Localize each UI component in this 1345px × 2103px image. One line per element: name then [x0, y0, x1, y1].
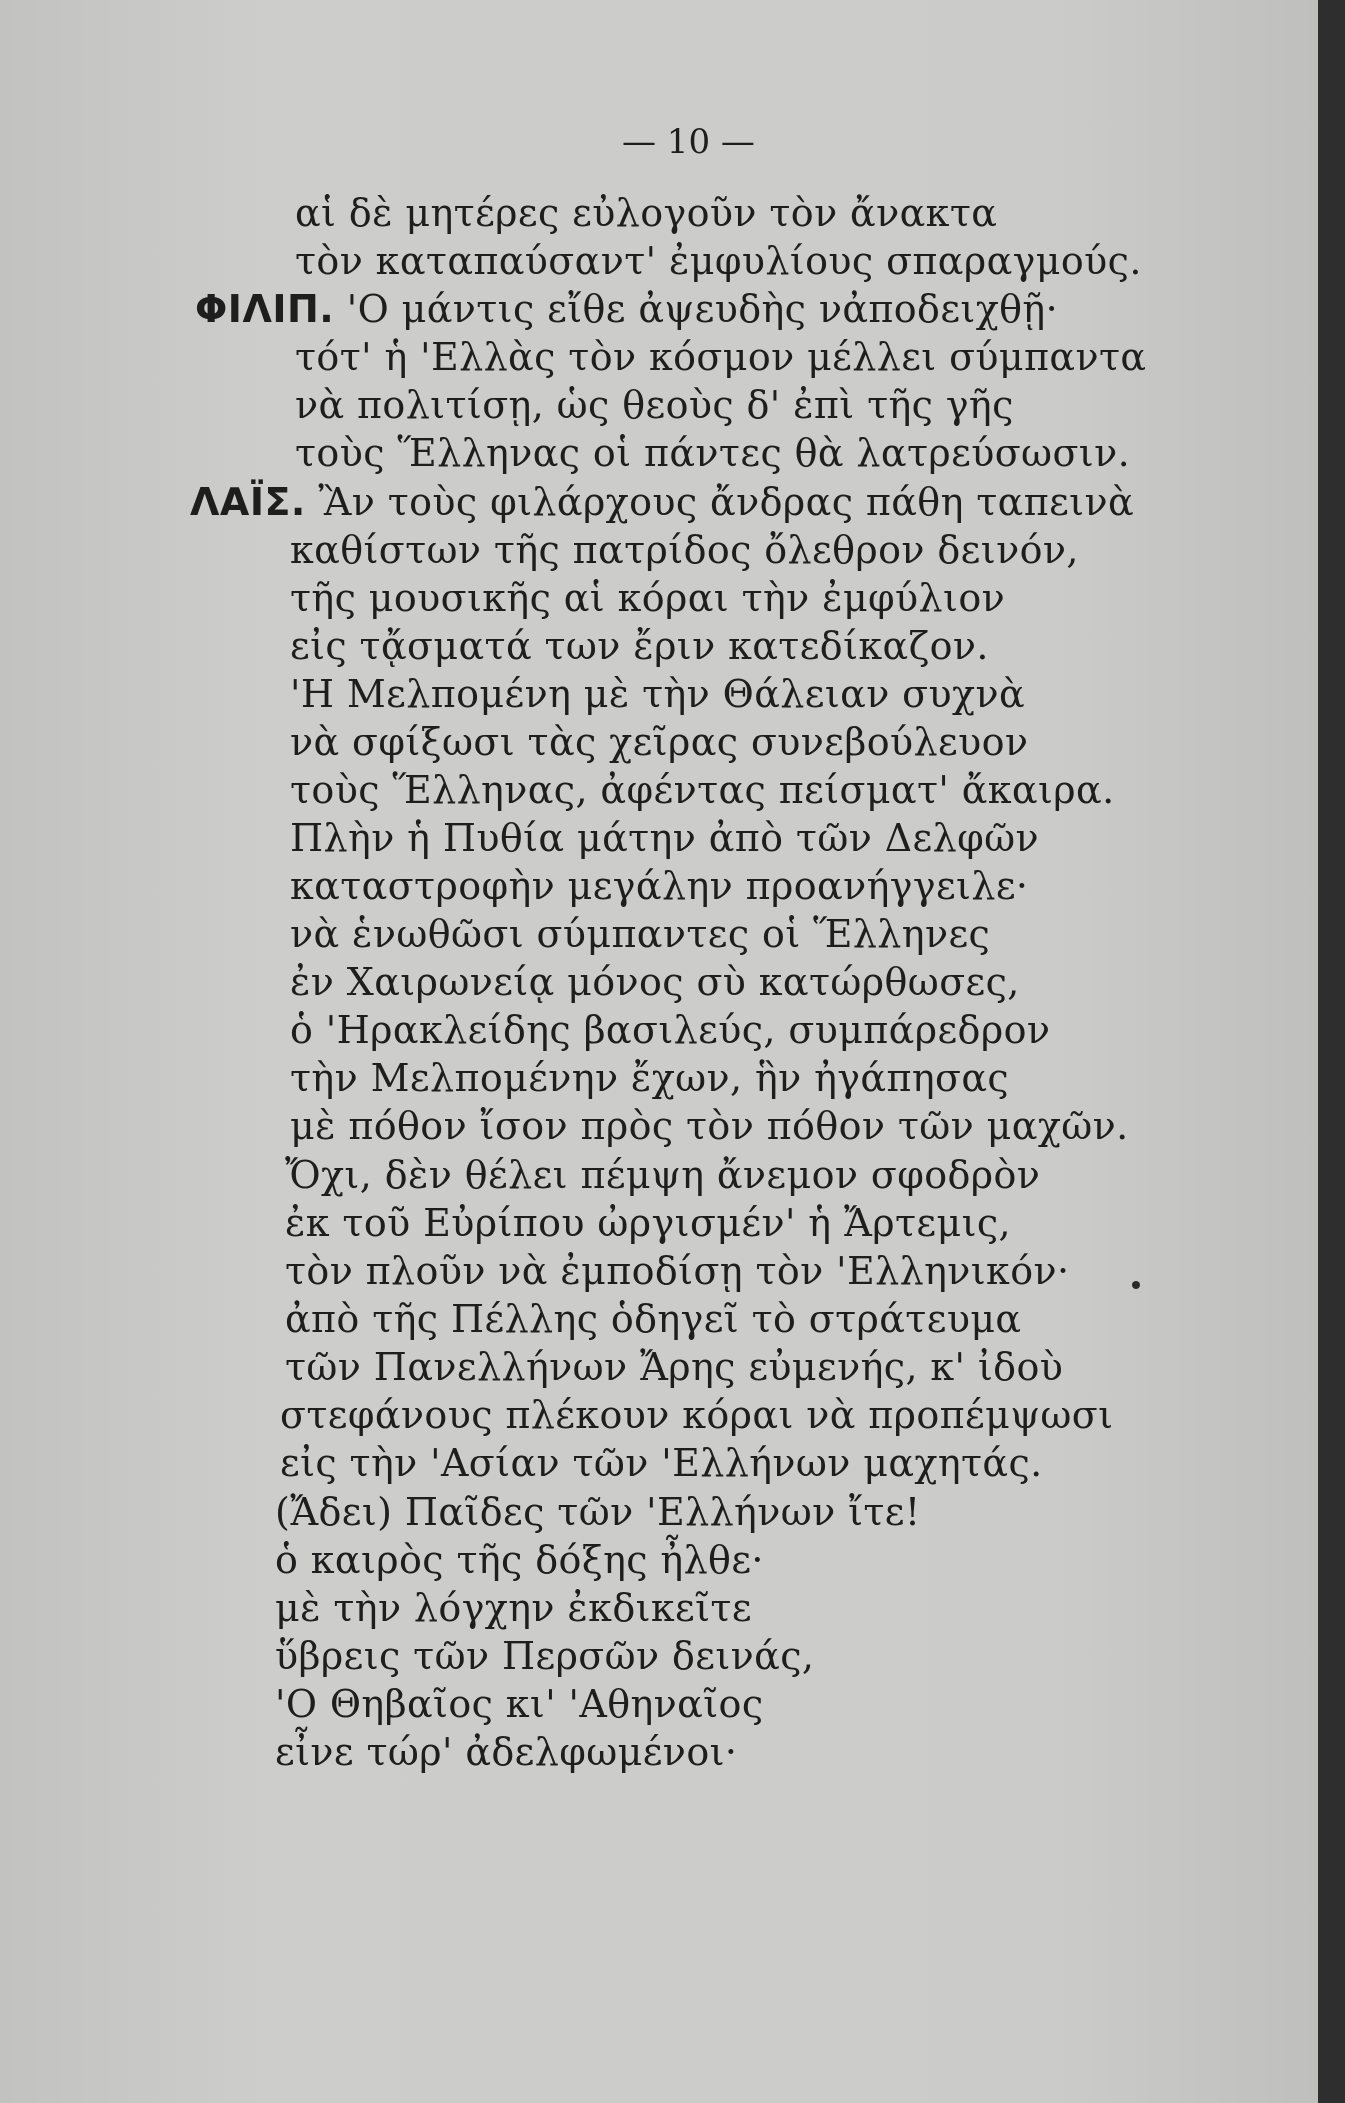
verse-text: τὴν Μελπομένην ἔχων, ἣν ἠγάπησας [290, 1056, 1010, 1100]
verse-text: τὸν πλοῦν νὰ ἐμποδίσῃ τὸν 'Ελληνικόν· [285, 1249, 1070, 1293]
verse-text: ἀπὸ τῆς Πέλλης ὁδηγεῖ τὸ στράτευμα [285, 1297, 1022, 1341]
verse-text: τοὺς Ἕλληνας, ἀφέντας πείσματ' ἄκαιρα. [290, 768, 1115, 812]
verse-text: ὁ 'Ηρακλείδης βασιλεύς, συμπάρεδρον [290, 1008, 1051, 1052]
verse-text: νὰ σφίξωσι τὰς χεῖρας συνεβούλευον [290, 720, 1029, 764]
speaker-name: ΦΙΛΙΠ. [195, 287, 335, 331]
verse-text: στεφάνους πλέκουν κόραι νὰ προπέμψωσι [280, 1393, 1114, 1437]
verse-line [275, 1631, 814, 1681]
verse-line [290, 957, 1020, 1007]
verse-text: νὰ πολιτίσῃ, ὡς θεοὺς δ' ἐπὶ τῆς γῆς [295, 383, 1014, 427]
verse-text: εἰς τᾄσματά των ἔριν κατεδίκαζον. [290, 624, 989, 668]
verse-text: ἐν Χαιρωνείᾳ μόνος σὺ κατώρθωσες, [290, 960, 1020, 1004]
verse-text: εἶνε τώρ' ἀδελφωμένοι· [275, 1730, 738, 1774]
verse-text: τότ' ἡ 'Ελλὰς τὸν κόσμον μέλλει σύμπαντα [295, 335, 1147, 379]
verse-line [295, 332, 1146, 382]
verse-line [285, 1198, 1011, 1248]
verse-line [290, 717, 1028, 767]
verse-line [295, 428, 1130, 478]
speaker-name: ΛΑΪΣ. [190, 480, 306, 524]
verse-line [290, 765, 1115, 815]
verse-text: τῶν Πανελλήνων Ἄρης εὐμενής, κ' ἰδοὺ [285, 1345, 1064, 1389]
verse-line [295, 236, 1142, 286]
verse-line [280, 1438, 1043, 1488]
verse-text: Ὄχι, δὲν θέλει πέμψη ἄνεμον σφοδρὸν [285, 1153, 1041, 1197]
verse-line [190, 477, 1134, 527]
page-number: — 10 — [622, 122, 755, 162]
verse-line [290, 861, 1028, 911]
verse-text: μὲ πόθον ἴσον πρὸς τὸν πόθον τῶν μαχῶν. [290, 1104, 1129, 1148]
verse-text: ἐκ τοῦ Εὐρίπου ὠργισμέν' ἡ Ἄρτεμις, [285, 1201, 1012, 1245]
verse-line [290, 669, 1025, 719]
verse-text: 'Ο Θηβαῖος κι' 'Αθηναῖος [275, 1682, 764, 1726]
verse-text: Ἂν τοὺς φιλάρχους ἄνδρας πάθη ταπεινὰ [318, 480, 1135, 524]
verse-text: νὰ ἑνωθῶσι σύμπαντες οἱ Ἕλληνες [290, 912, 991, 956]
verse-line [290, 573, 1005, 623]
verse-text: αἱ δὲ μητέρες εὐλογοῦν τὸν ἄνακτα [295, 191, 998, 235]
verse-line [285, 1342, 1063, 1392]
verse-line [285, 1294, 1021, 1344]
verse-text: ὕβρεις τῶν Περσῶν δεινάς, [275, 1634, 815, 1678]
verse-line [290, 1005, 1050, 1055]
verse-line [275, 1535, 764, 1585]
verse-text: μὲ τὴν λόγχην ἐκδικεῖτε [275, 1586, 752, 1630]
verse-line [290, 621, 989, 671]
verse-text: τὸν καταπαύσαντ' ἐμφυλίους σπαραγμούς. [295, 239, 1142, 283]
verse-line [290, 813, 1039, 863]
verse-line [295, 380, 1014, 430]
verse-line [285, 1150, 1040, 1200]
verse-text: 'Ο μάντις εἴθε ἀψευδὴς νἀποδειχθῇ· [346, 287, 1059, 331]
verse-line [290, 909, 990, 959]
verse-line [275, 1679, 764, 1729]
verse-text: τῆς μουσικῆς αἱ κόραι τὴν ἐμφύλιον [290, 576, 1006, 620]
verse-text: Πλὴν ἡ Πυθία μάτην ἀπὸ τῶν Δελφῶν [290, 816, 1039, 860]
verse-text: τοὺς Ἕλληνας οἱ πάντες θὰ λατρεύσωσιν. [295, 431, 1131, 475]
ink-speck [1132, 1281, 1140, 1289]
verse-line [290, 1053, 1009, 1103]
verse-line [290, 525, 1079, 575]
verse-line [275, 1583, 752, 1633]
verse-text: καταστροφὴν μεγάλην προανήγγειλε· [290, 864, 1029, 908]
verse-text: ὁ καιρὸς τῆς δόξης ἦλθε· [275, 1538, 764, 1582]
verse-text: εἰς τὴν 'Ασίαν τῶν 'Ελλήνων μαχητάς. [280, 1441, 1043, 1485]
verse-line [290, 1101, 1129, 1151]
book-spine-shadow [1318, 0, 1345, 2103]
verse-line [275, 1727, 737, 1777]
verse-line [275, 1487, 921, 1537]
verse-line [280, 1390, 1113, 1440]
verse-line [285, 1246, 1069, 1296]
verse-line [195, 284, 1058, 334]
verse-text: καθίστων τῆς πατρίδος ὄλεθρον δεινόν, [290, 528, 1079, 572]
verse-line [295, 188, 997, 238]
verse-text: 'Η Μελπομένη μὲ τὴν Θάλειαν συχνὰ [290, 672, 1026, 716]
verse-text: (Ἄδει) Παῖδες τῶν 'Ελλήνων ἴτε! [275, 1490, 921, 1534]
